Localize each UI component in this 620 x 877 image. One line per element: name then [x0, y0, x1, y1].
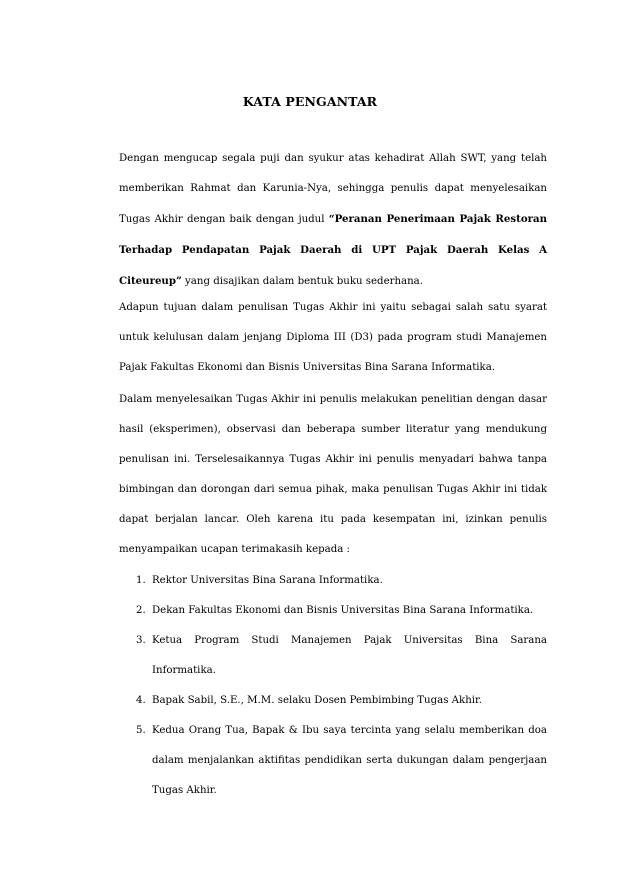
paragraph-intro-text: Dengan mengucap segala puji dan syukur atas kehadirat Allah SWT, yang telah memberikan Rahmat dan Karunia-Nya, sehingga penulis dapat menyelesaikan Tugas Akhir dengan baik dengan judul: [119, 153, 547, 225]
list-item: [119, 596, 547, 626]
list-number: 3.: [136, 635, 146, 646]
list-number: 4.: [136, 695, 146, 706]
list-item-text: Kedua Orang Tua, Bapak & Ibu saya tercinta yang selalu memberikan doa dalam menjalankan aktifitas pendidikan serta dukungan dalam pengerjaan Tugas Akhir.: [152, 725, 547, 796]
list-number: 5.: [136, 725, 146, 736]
page-title: KATA PENGANTAR: [242, 94, 378, 109]
list-item-text: Rektor Universitas Bina Sarana Informatika.: [152, 575, 383, 586]
list-item: [119, 626, 547, 686]
list-item-text: Dekan Fakultas Ekonomi dan Bisnis Universitas Bina Sarana Informatika.: [152, 605, 534, 616]
list-item-text: Bapak Sabil, S.E., M.M. selaku Dosen Pembimbing Tugas Akhir.: [152, 695, 483, 706]
list-number: 2.: [136, 605, 146, 616]
list-item: [119, 566, 547, 596]
list-item: [119, 716, 547, 806]
thanks-list: [119, 566, 547, 806]
paragraph-purpose: Adapun tujuan dalam penulisan Tugas Akhir ini yaitu sebagai salah satu syarat untuk kelulusan dalam jenjang Diploma III (D3) pada program studi Manajemen Pajak Fakultas Ekonomi dan Bisnis Universitas Bina Sarana Informatika.: [119, 302, 547, 373]
paragraph-intro: [119, 144, 547, 297]
paragraph-intro-ending: yang disajikan dalam bentuk buku sederhana.: [181, 276, 423, 287]
paragraph-acknowledgement: Dalam menyelesaikan Tugas Akhir ini penulis melakukan penelitian dengan dasar hasil (eksperimen), observasi dan beberapa sumber literatur yang mendukung penulisan ini. Terselesaikannya Tugas Akhir ini penulis menyadari bahwa tanpa bimbingan dan dorongan dari semua pihak, maka penulisan Tugas Akhir ini tidak dapat berjalan lancar. Oleh karena itu pada kesempatan ini, izinkan penulis menyampaikan ucapan terimakasih kepada :: [119, 394, 547, 555]
list-item: [119, 686, 547, 716]
list-item-text: Ketua Program Studi Manajemen Pajak Universitas Bina Sarana Informatika.: [152, 635, 547, 676]
list-number: 1.: [136, 575, 146, 586]
thesis-title: “Peranan Penerimaan Pajak Restoran Terhadap Pendapatan Pajak Daerah di UPT Pajak Daerah Kelas A Citeureup”: [119, 213, 547, 287]
